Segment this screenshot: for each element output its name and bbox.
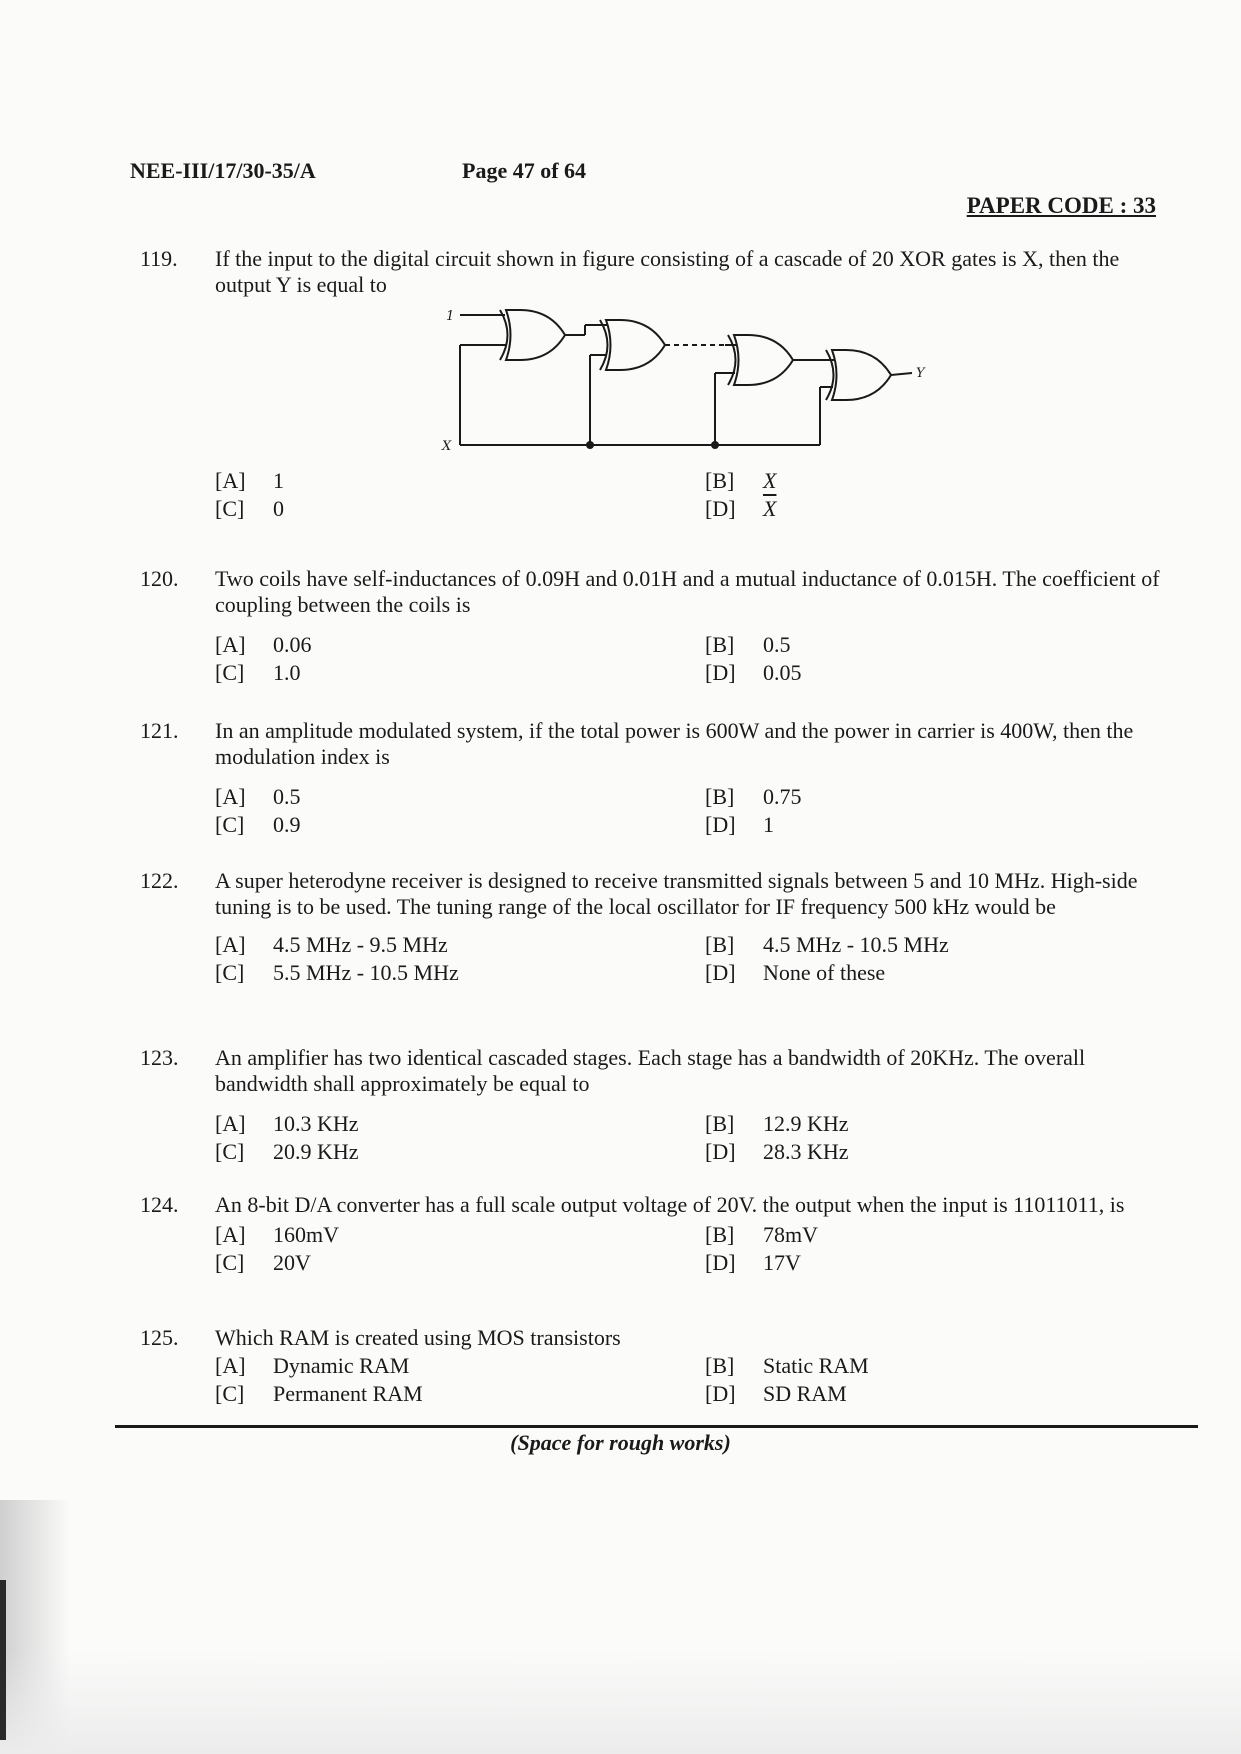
option-label: [D] xyxy=(705,1250,736,1275)
option-label: [C] xyxy=(215,812,245,837)
option-value: SD RAM xyxy=(763,1381,847,1406)
option-value: 0.5 xyxy=(273,784,301,809)
option-value: 1 xyxy=(273,468,284,493)
option-a[interactable] xyxy=(215,632,705,658)
question-text: A super heterodyne receiver is designed to receive transmitted signals between 5 and 10 MHz. High-side tuning is to be used. The tuning range of the local oscillator for IF frequency 500 kHz would be xyxy=(215,868,1138,919)
option-d[interactable] xyxy=(705,960,1105,986)
xor-gate-n-1 xyxy=(734,335,793,385)
option-c[interactable] xyxy=(215,960,705,986)
option-d[interactable] xyxy=(705,1381,1105,1407)
option-value: 20.9 KHz xyxy=(273,1139,359,1164)
option-c[interactable] xyxy=(215,1250,705,1276)
option-b[interactable] xyxy=(705,632,1105,658)
option-label: [B] xyxy=(705,784,735,809)
option-value: $\overline{X}$ xyxy=(763,496,777,521)
option-c[interactable] xyxy=(215,812,705,838)
option-a[interactable] xyxy=(215,932,705,958)
option-value: Dynamic RAM xyxy=(273,1353,410,1378)
option-value: 4.5 MHz - 9.5 MHz xyxy=(273,932,448,957)
option-label: [C] xyxy=(215,1250,245,1275)
option-b[interactable] xyxy=(705,932,1105,958)
option-label: [D] xyxy=(705,960,736,985)
option-d[interactable] xyxy=(705,812,1105,838)
option-value: 10.3 KHz xyxy=(273,1111,359,1136)
option-label: [B] xyxy=(705,1111,735,1136)
option-label: [A] xyxy=(215,1353,246,1378)
question-125 xyxy=(140,1325,1160,1407)
question-text: An 8-bit D/A converter has a full scale output voltage of 20V. the output when the input is 11011011, is xyxy=(215,1192,1125,1217)
option-b[interactable] xyxy=(705,1353,1105,1379)
option-label: [B] xyxy=(705,632,735,657)
option-a[interactable] xyxy=(215,1353,705,1379)
xor-gate-1-back xyxy=(500,310,508,360)
options xyxy=(215,1111,1160,1165)
question-text: If the input to the digital circuit shown in figure consisting of a cascade of 20 XOR gates is X, then the output Y is equal to xyxy=(215,246,1120,297)
xor-gate-n xyxy=(832,350,891,400)
option-label: [A] xyxy=(215,784,246,809)
options xyxy=(215,784,1160,838)
xor-cascade-figure xyxy=(440,305,960,465)
option-value: 17V xyxy=(763,1250,801,1275)
option-a[interactable] xyxy=(215,1222,705,1248)
option-value: 4.5 MHz - 10.5 MHz xyxy=(763,932,949,957)
output-y-label: Y xyxy=(916,366,925,381)
option-label: [D] xyxy=(705,496,736,521)
question-number: 119. xyxy=(140,246,178,271)
option-value: 0.5 xyxy=(763,632,791,657)
option-label: [A] xyxy=(215,468,246,493)
question-text: An amplifier has two identical cascaded stages. Each stage has a bandwidth of 20KHz. The overall bandwidth shall approximately be equal to xyxy=(215,1045,1086,1096)
question-text: Which RAM is created using MOS transistors xyxy=(215,1325,621,1350)
option-a[interactable] xyxy=(215,1111,705,1137)
options xyxy=(215,1353,1160,1407)
options xyxy=(215,468,1160,522)
xor-gate-1 xyxy=(506,310,565,360)
divider-line xyxy=(115,1425,1198,1428)
option-label: [C] xyxy=(215,660,245,685)
input-one-label: 1 xyxy=(446,309,455,324)
option-label: [D] xyxy=(705,1381,736,1406)
option-value: Permanent RAM xyxy=(273,1381,423,1406)
option-label: [A] xyxy=(215,1111,246,1136)
question-text: Two coils have self-inductances of 0.09H and 0.01H and a mutual inductance of 0.015H. The coefficient of coupling between the coils is xyxy=(215,566,1160,617)
question-121 xyxy=(140,718,1160,838)
options xyxy=(215,1222,1160,1276)
question-number: 120. xyxy=(140,566,179,591)
option-value: 0 xyxy=(273,496,284,521)
option-d[interactable] xyxy=(705,1250,1105,1276)
rough-work-caption: (Space for rough works) xyxy=(510,1430,731,1455)
question-120 xyxy=(140,566,1160,686)
option-d[interactable] xyxy=(705,660,1105,686)
option-value: None of these xyxy=(763,960,886,985)
option-label: [A] xyxy=(215,932,246,957)
option-label: [C] xyxy=(215,496,245,521)
option-label: [A] xyxy=(215,632,246,657)
option-value: 0.06 xyxy=(273,632,312,657)
option-b[interactable] xyxy=(705,784,1105,810)
option-label: [D] xyxy=(705,1139,736,1164)
question-122 xyxy=(140,868,1160,986)
option-b[interactable] xyxy=(705,1111,1105,1137)
scan-edge xyxy=(0,1580,6,1740)
option-c[interactable] xyxy=(215,1139,705,1165)
option-value: 160mV xyxy=(273,1222,339,1247)
option-d[interactable] xyxy=(705,1139,1105,1165)
scan-shadow-bottom xyxy=(0,1650,1241,1754)
option-value: 0.9 xyxy=(273,812,301,837)
page-number: Page 47 of 64 xyxy=(462,158,587,183)
option-value: 0.75 xyxy=(763,784,802,809)
option-b[interactable] xyxy=(705,1222,1105,1248)
option-label: [C] xyxy=(215,1381,245,1406)
question-number: 124. xyxy=(140,1192,179,1217)
option-value: 78mV xyxy=(763,1222,818,1247)
option-b[interactable] xyxy=(705,468,1105,494)
input-x-label: X xyxy=(442,439,452,454)
question-124 xyxy=(140,1192,1160,1276)
option-value: 20V xyxy=(273,1250,311,1275)
option-value: Static RAM xyxy=(763,1353,869,1378)
option-label: [B] xyxy=(705,1222,735,1247)
question-number: 122. xyxy=(140,868,179,893)
question-number: 123. xyxy=(140,1045,179,1070)
option-label: [B] xyxy=(705,1353,735,1378)
paper-code: PAPER CODE : 33 xyxy=(966,193,1156,218)
option-value: 5.5 MHz - 10.5 MHz xyxy=(273,960,459,985)
option-label: [B] xyxy=(705,932,735,957)
option-label: [D] xyxy=(705,812,736,837)
option-value: 28.3 KHz xyxy=(763,1139,849,1164)
question-number: 121. xyxy=(140,718,179,743)
option-value: 0.05 xyxy=(763,660,802,685)
option-value: 1 xyxy=(763,812,774,837)
option-label: [C] xyxy=(215,960,245,985)
xor-gate-2 xyxy=(606,320,665,370)
option-label: [D] xyxy=(705,660,736,685)
question-123 xyxy=(140,1045,1160,1165)
option-label: [A] xyxy=(215,1222,246,1247)
option-c[interactable] xyxy=(215,660,705,686)
question-number: 125. xyxy=(140,1325,179,1350)
option-value: 12.9 KHz xyxy=(763,1111,849,1136)
option-a[interactable] xyxy=(215,784,705,810)
option-label: [C] xyxy=(215,1139,245,1164)
option-label: [B] xyxy=(705,468,735,493)
option-value: X xyxy=(763,468,777,493)
options xyxy=(215,632,1160,686)
question-text: In an amplitude modulated system, if the total power is 600W and the power in carrier is 400W, then the modulation index is xyxy=(215,718,1134,769)
output-y-wire xyxy=(891,373,912,375)
option-value: 1.0 xyxy=(273,660,301,685)
option-a[interactable] xyxy=(215,468,705,494)
option-c[interactable] xyxy=(215,496,705,522)
option-d[interactable] xyxy=(705,496,1105,522)
option-c[interactable] xyxy=(215,1381,705,1407)
options xyxy=(215,932,1160,986)
exam-code: NEE-III/17/30-35/A xyxy=(130,158,316,183)
